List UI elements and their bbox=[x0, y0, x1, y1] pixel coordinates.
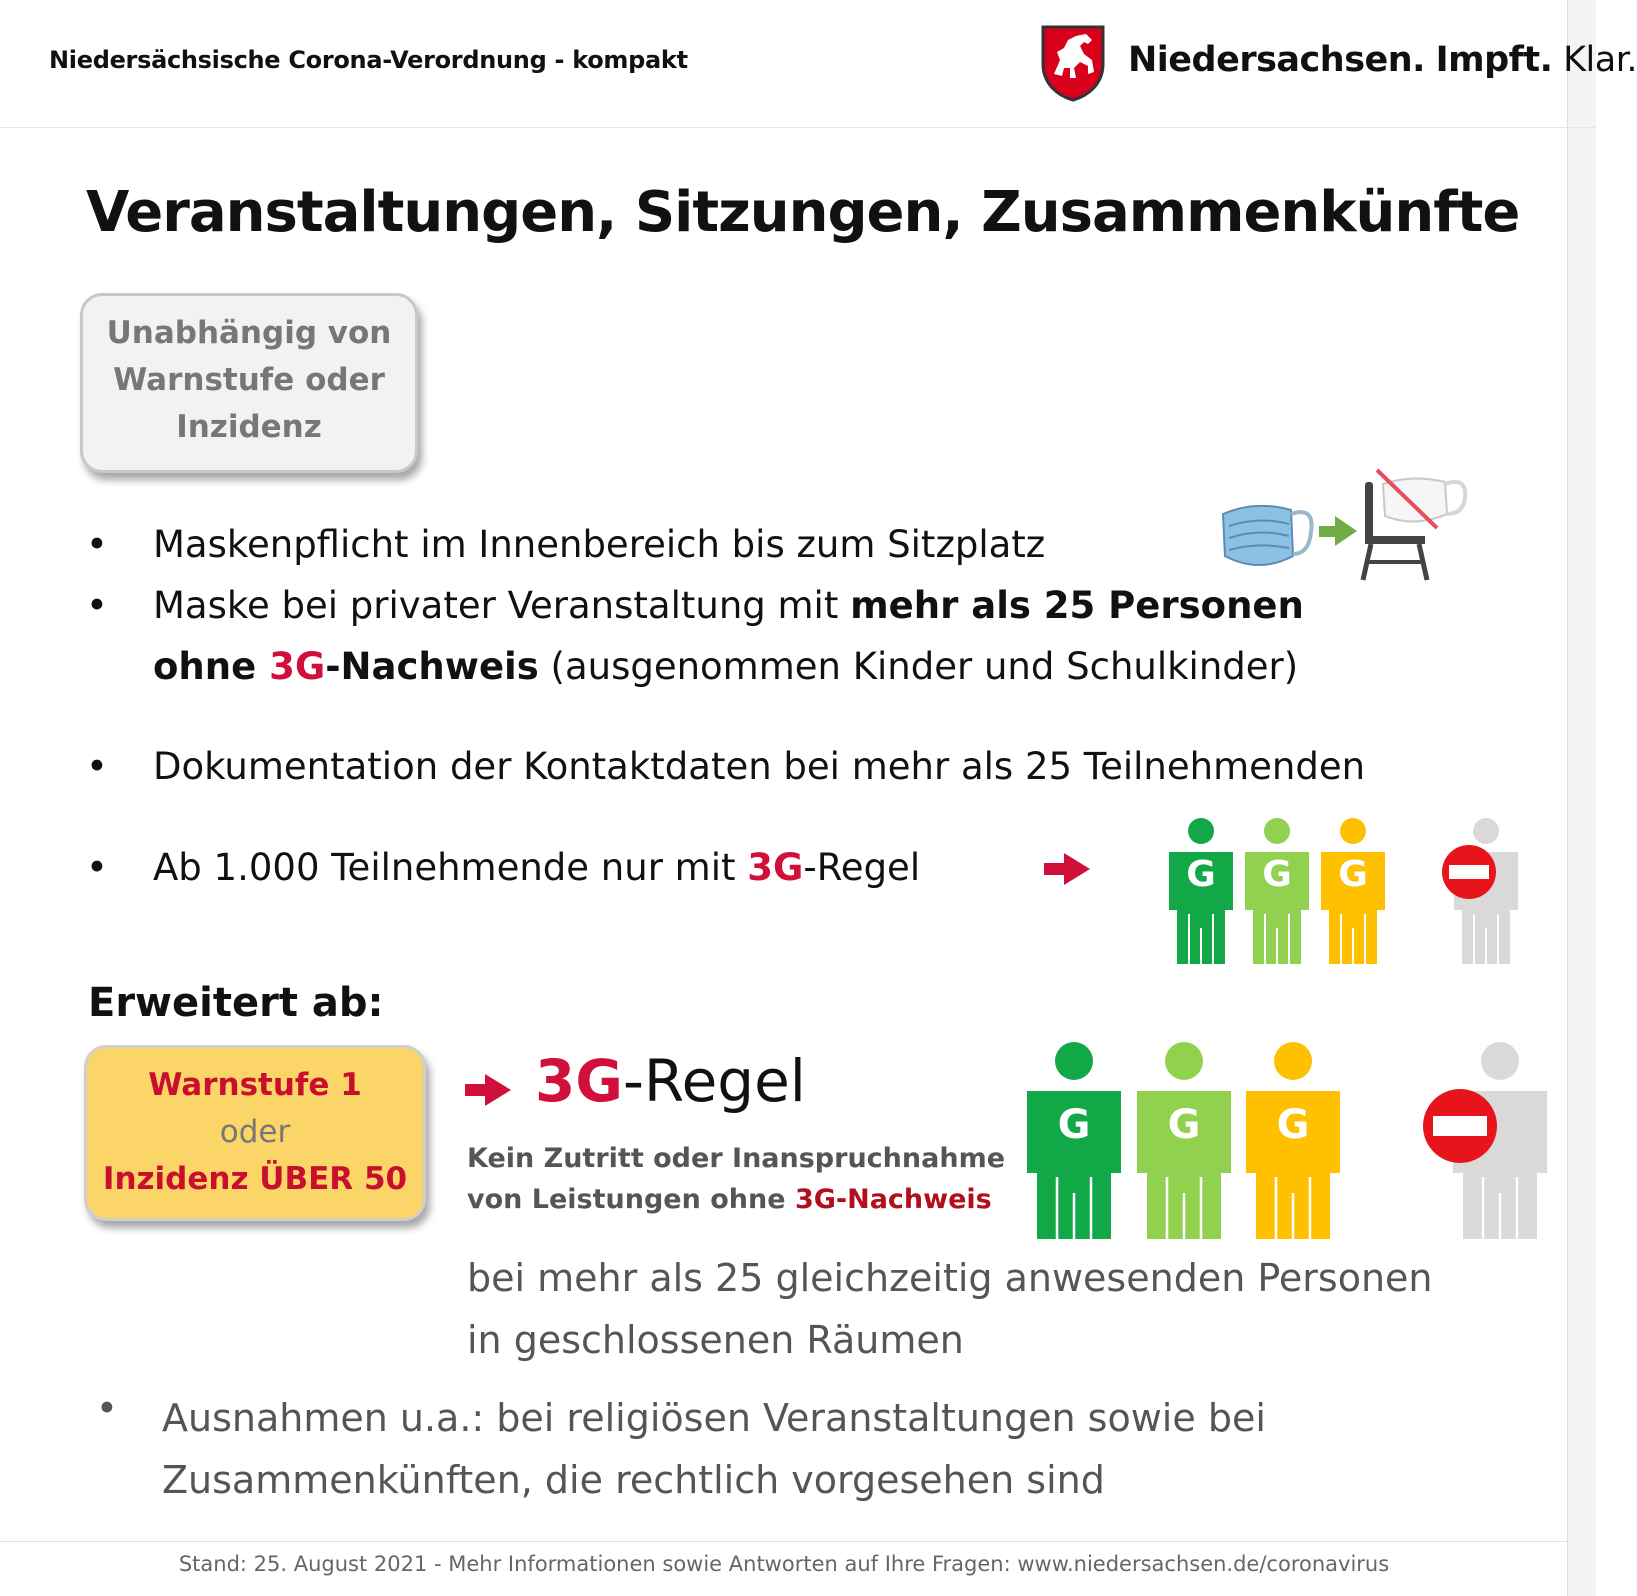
no-access-text bbox=[467, 1138, 1005, 1220]
brand-part-1: Niedersachsen. bbox=[1128, 40, 1425, 80]
bullet-contact-docs: Dokumentation der Kontaktdaten bei mehr als 25 Teilnehmenden bbox=[153, 745, 1366, 788]
window-edge bbox=[1567, 0, 1596, 1596]
general-box-line-2: Warnstufe oder bbox=[113, 362, 385, 398]
arrow-right-icon bbox=[1044, 849, 1092, 889]
mask-private-exception: (ausgenommen Kinder und Schulkinder) bbox=[538, 645, 1299, 688]
mask-to-seat-icon bbox=[1215, 470, 1483, 590]
mask-private-without: ohne bbox=[153, 645, 270, 688]
warning-level-line-1: Warnstufe 1 bbox=[148, 1067, 362, 1103]
no-entry-icon bbox=[1423, 1089, 1497, 1163]
lower-saxony-horse-logo bbox=[1040, 24, 1106, 102]
no-access-prefix: von Leistungen ohne bbox=[467, 1184, 795, 1215]
bullet-dot: • bbox=[86, 523, 108, 566]
mask-private-3g: 3G bbox=[269, 645, 326, 688]
3g-rule-heading bbox=[535, 1047, 806, 1115]
figure-label: G bbox=[1167, 1102, 1201, 1148]
bullet-dot: • bbox=[86, 846, 108, 889]
from-1000-rule: -Regel bbox=[803, 846, 921, 889]
no-access-line-1: Kein Zutritt oder Inanspruchnahme bbox=[467, 1143, 1006, 1174]
page-title: Veranstaltungen, Sitzungen, Zusammenkünfte bbox=[86, 180, 1520, 245]
general-box-line-3: Inzidenz bbox=[176, 409, 322, 445]
extended-heading: Erweitert ab: bbox=[88, 980, 384, 1026]
face-mask-icon bbox=[1223, 506, 1312, 565]
brand-part-3: Klar. bbox=[1563, 40, 1637, 80]
bullet-from-1000 bbox=[153, 846, 920, 889]
arrow-right-icon bbox=[1319, 516, 1357, 546]
3g-rule-3g: 3G bbox=[535, 1047, 623, 1115]
bullet-dot: • bbox=[86, 584, 108, 627]
exceptions-text bbox=[162, 1387, 1266, 1511]
warning-level-line-3: Inzidenz ÜBER 50 bbox=[102, 1161, 408, 1197]
3g-figures-small bbox=[1165, 818, 1551, 964]
bullet-mask-private-line1 bbox=[153, 584, 1304, 627]
condition-line-1: bei mehr als 25 gleichzeitig anwesenden Personen bbox=[467, 1256, 1433, 1300]
brand-slogan bbox=[1128, 40, 1637, 80]
figure-label: G bbox=[1057, 1102, 1091, 1148]
bullet-mask-private-line2 bbox=[153, 645, 1298, 688]
vaccinated-figure-icon bbox=[1027, 1042, 1121, 1239]
condition-text bbox=[467, 1247, 1433, 1371]
no-entry-icon bbox=[1442, 845, 1496, 899]
mask-private-text: Maske bei privater Veranstaltung mit bbox=[153, 584, 851, 627]
from-1000-text: Ab 1.000 Teilnehmende nur mit bbox=[153, 846, 748, 889]
header-title: Niedersächsische Corona-Verordnung - kompakt bbox=[49, 46, 688, 74]
no-access-line-2 bbox=[467, 1179, 1005, 1220]
mask-private-count: mehr als 25 Personen bbox=[850, 584, 1304, 627]
footer-source: Stand: 25. August 2021 - Mehr Informationen sowie Antworten auf Ihre Fragen: www.niedersachsen.de/coronavirus bbox=[178, 1552, 1390, 1576]
condition-line-2: in geschlossenen Räumen bbox=[467, 1318, 964, 1362]
general-rules-box bbox=[80, 293, 418, 473]
figure-label: G bbox=[1186, 854, 1216, 895]
bullet-dot: • bbox=[86, 745, 108, 788]
mask-private-proof: -Nachweis bbox=[325, 645, 539, 688]
arrow-right-icon bbox=[465, 1070, 513, 1110]
3g-figures-large bbox=[1027, 1043, 1547, 1239]
no-access-3g-proof: 3G-Nachweis bbox=[794, 1184, 992, 1215]
tested-figure-icon bbox=[1321, 818, 1385, 964]
3g-rule-suffix: -Regel bbox=[622, 1047, 806, 1115]
exceptions-line-2: Zusammenkünften, die rechtlich vorgesehen sind bbox=[162, 1458, 1105, 1502]
from-1000-3g: 3G bbox=[747, 846, 804, 889]
recovered-figure-icon bbox=[1245, 818, 1309, 964]
header-divider bbox=[0, 127, 1596, 128]
footer-divider bbox=[0, 1541, 1568, 1542]
tested-figure-icon bbox=[1246, 1042, 1340, 1239]
figure-label: G bbox=[1276, 1102, 1310, 1148]
bullet-mask-indoor: Maskenpflicht im Innenbereich bis zum Sitzplatz bbox=[153, 523, 1046, 566]
figure-label: G bbox=[1262, 854, 1292, 895]
warning-level-box bbox=[84, 1045, 426, 1221]
figure-label: G bbox=[1338, 854, 1368, 895]
exceptions-line-1: Ausnahmen u.a.: bei religiösen Veranstaltungen sowie bei bbox=[162, 1396, 1266, 1440]
brand-part-2: Impft. bbox=[1435, 40, 1553, 80]
vaccinated-figure-icon bbox=[1169, 818, 1233, 964]
mask-crossed-icon bbox=[1377, 470, 1465, 528]
recovered-figure-icon bbox=[1137, 1042, 1231, 1239]
general-box-line-1: Unabhängig von bbox=[106, 315, 392, 351]
bullet-dot: • bbox=[96, 1387, 118, 1430]
warning-level-line-2: oder bbox=[219, 1114, 291, 1150]
